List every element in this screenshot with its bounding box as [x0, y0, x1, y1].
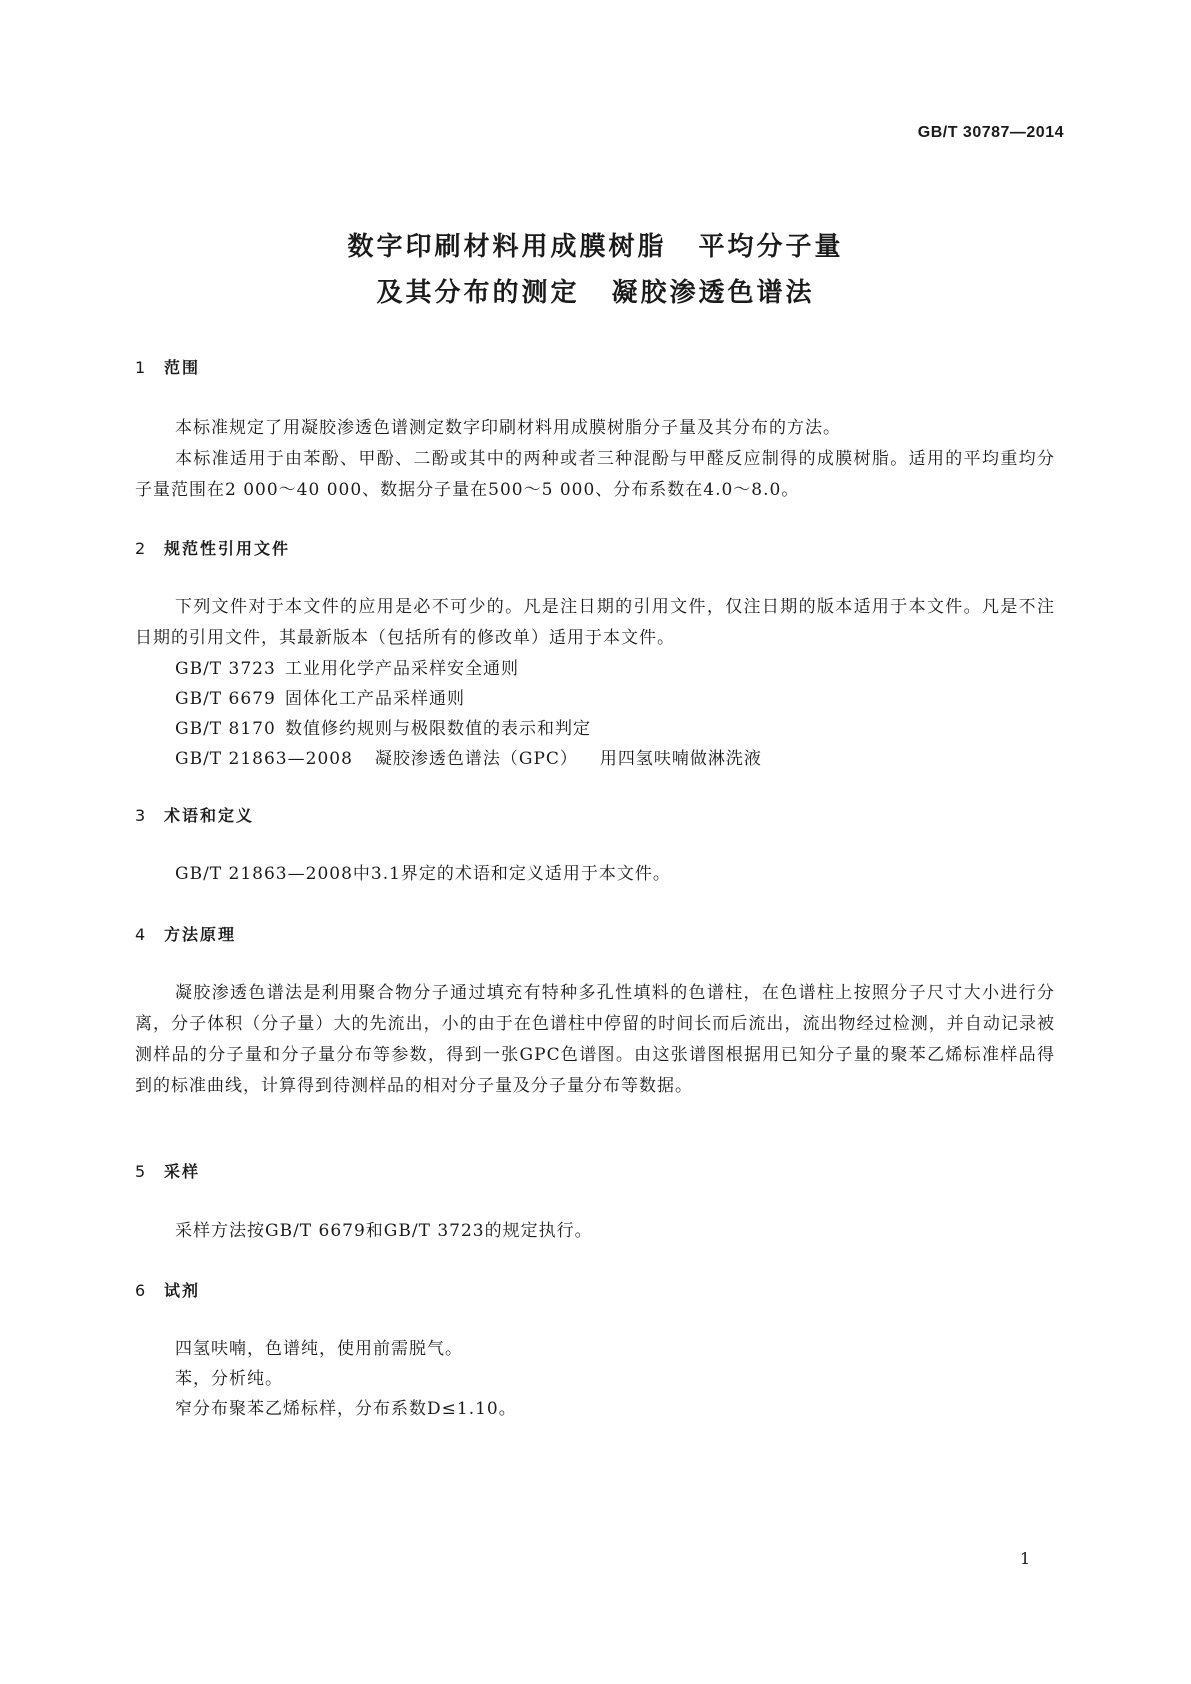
document-title-line-2 [0, 270, 1191, 316]
section-number: 1 [135, 358, 148, 377]
reference-code: GB/T 3723 [175, 659, 276, 679]
reference-title: 凝胶渗透色谱法（GPC） [374, 749, 578, 769]
reagent-item: 苯，分析纯。 [175, 1369, 283, 1389]
section-title: 采样 [164, 1162, 201, 1181]
terms-paragraph: GB/T 21863—2008中3.1界定的术语和定义适用于本文件。 [175, 864, 671, 884]
references-intro-paragraph: 下列文件对于本文件的应用是必不可少的。凡是注日期的引用文件，仅注日期的版本适用于本文件。凡是不注日期的引用文件，其最新版本（包括所有的修改单）适用于本文件。 [135, 597, 1055, 648]
reference-title: 工业用化学产品采样安全通则 [285, 659, 519, 679]
reference-title: 数值修约规则与极限数值的表示和判定 [285, 719, 591, 739]
section-number: 3 [135, 806, 148, 825]
section-heading-principle [135, 924, 236, 946]
page-number: 1 [1020, 1549, 1031, 1568]
document-title-line-1 [0, 224, 1191, 270]
reference-code: GB/T 6679 [175, 689, 276, 709]
reference-item [175, 684, 465, 715]
section-title: 术语和定义 [164, 806, 255, 825]
title-part: 平均分子量 [698, 232, 844, 262]
section-number: 5 [135, 1162, 148, 1181]
reference-item [175, 744, 762, 775]
reference-item [175, 654, 519, 685]
sampling-paragraph: 采样方法按GB/T 6679和GB/T 3723的规定执行。 [175, 1221, 593, 1241]
reagent-item: 四氢呋喃，色谱纯，使用前需脱气。 [175, 1339, 463, 1359]
section-title: 方法原理 [164, 925, 237, 944]
reference-subtitle: 用四氢呋喃做淋洗液 [599, 749, 762, 769]
section-number: 2 [135, 539, 148, 558]
section-number: 6 [135, 1281, 148, 1300]
title-part: 凝胶渗透色谱法 [611, 278, 815, 308]
section-title: 试剂 [164, 1281, 201, 1300]
reference-code: GB/T 21863—2008 [175, 749, 353, 769]
reagent-item: 窄分布聚苯乙烯标样，分布系数D≤1.10。 [175, 1399, 517, 1419]
reference-item [175, 714, 591, 745]
section-heading-scope [135, 357, 200, 379]
reference-title: 固体化工产品采样通则 [285, 689, 465, 709]
scope-paragraph-2: 本标准适用于由苯酚、甲酚、二酚或其中的两种或者三种混酚与甲醛反应制得的成膜树脂。适用的平均重均分子量范围在2 000～40 000、数据分子量在500～5 000、分布系数在4.0～8.0。 [135, 449, 1055, 500]
section-heading-normative-references [135, 538, 290, 560]
title-part: 数字印刷材料用成膜树脂 [347, 232, 667, 262]
section-heading-sampling [135, 1161, 200, 1183]
section-title: 范围 [164, 358, 201, 377]
section-title: 规范性引用文件 [164, 539, 291, 558]
section-number: 4 [135, 925, 148, 944]
section-heading-terms [135, 805, 254, 827]
principle-paragraph: 凝胶渗透色谱法是利用聚合物分子通过填充有特种多孔性填料的色谱柱，在色谱柱上按照分子尺寸大小进行分离，分子体积（分子量）大的先流出，小的由于在色谱柱中停留的时间长而后流出，流出物经过检测，并自动记录被测样品的分子量和分子量分布等参数，得到一张GPC色谱图。由这张谱图根据用已知分子量的聚苯乙烯标准样品得到的标准曲线，计算得到待测样品的相对分子量及分子量分布等数据。 [135, 983, 1055, 1096]
section-heading-reagents [135, 1280, 200, 1302]
scope-paragraph-1: 本标准规定了用凝胶渗透色谱测定数字印刷材料用成膜树脂分子量及其分布的方法。 [175, 418, 841, 438]
reference-code: GB/T 8170 [175, 719, 276, 739]
title-part: 及其分布的测定 [376, 278, 580, 308]
standard-code: GB/T 30787—2014 [917, 124, 1064, 141]
